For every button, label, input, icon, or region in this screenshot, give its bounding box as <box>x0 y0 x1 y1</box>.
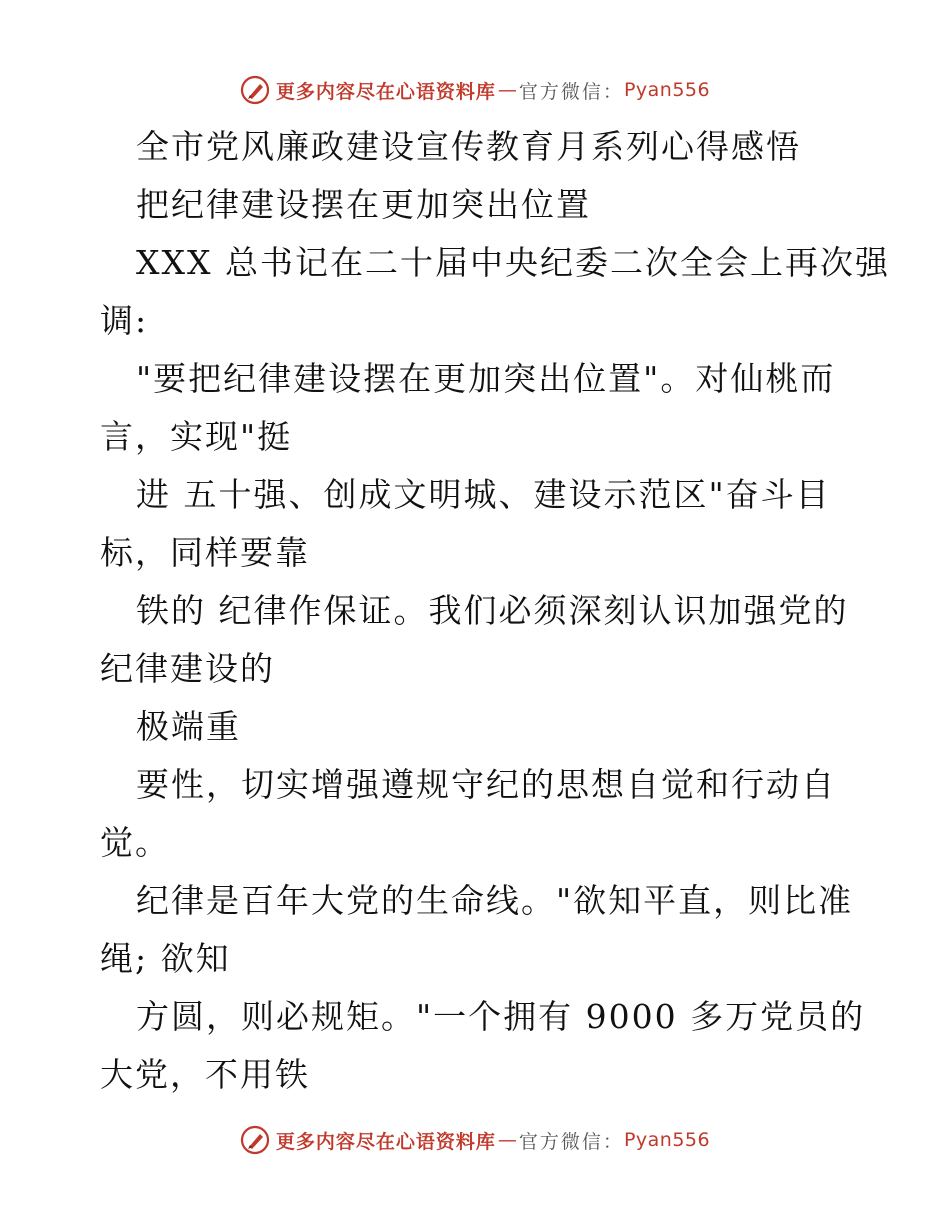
text-line: 纪律建设的 <box>100 649 275 688</box>
text-line: "要把纪律建设摆在更加突出位置"。对仙桃而 <box>136 359 836 398</box>
text-line: XXX 总书记在二十届中央纪委二次全会上再次强 <box>136 243 890 282</box>
text-line: 方圆，则必规矩。"一个拥有 9000 多万党员的 <box>136 997 866 1036</box>
banner-wechat-label: 官方微信： <box>518 1130 624 1153</box>
text-line: 言，实现"挺 <box>100 417 293 456</box>
banner-brand-text: 更多内容尽在心语资料库 <box>275 80 496 103</box>
banner-account-id: Pyan556 <box>623 1129 711 1151</box>
text-line: 觉。 <box>100 823 170 862</box>
banner-account-id: Pyan556 <box>623 79 711 101</box>
header-watermark-banner <box>0 70 950 110</box>
text-line: 纪律是百年大党的生命线。"欲知平直，则比准 <box>136 881 854 920</box>
document-subtitle: 把纪律建设摆在更加突出位置 <box>136 185 591 224</box>
document-body <box>100 118 890 1104</box>
document-title: 全市党风廉政建设宣传教育月系列心得感悟 <box>136 127 801 166</box>
banner-wechat-label: 官方微信： <box>518 80 624 103</box>
text-line: 调: <box>100 301 149 340</box>
text-line: 要性，切实增强遵规守纪的思想自觉和行动自 <box>136 765 836 804</box>
text-line: 标，同样要靠 <box>100 533 310 572</box>
banner-brand-text: 更多内容尽在心语资料库 <box>275 1130 496 1153</box>
text-line: 大党，不用铁 <box>100 1055 310 1094</box>
banner-dash: — <box>497 1129 517 1151</box>
footer-watermark-banner <box>0 1120 950 1160</box>
banner-dash: — <box>497 79 517 101</box>
text-line: 极端重 <box>136 707 241 746</box>
text-line: 进 五十强、创成文明城、建设示范区"奋斗目 <box>136 475 831 514</box>
pen-nib-logo-icon <box>240 1125 270 1155</box>
pen-nib-logo-icon <box>240 75 270 105</box>
text-line: 铁的 纪律作保证。我们必须深刻认识加强党的 <box>136 591 849 630</box>
text-line: 绳; 欲知 <box>100 939 231 978</box>
